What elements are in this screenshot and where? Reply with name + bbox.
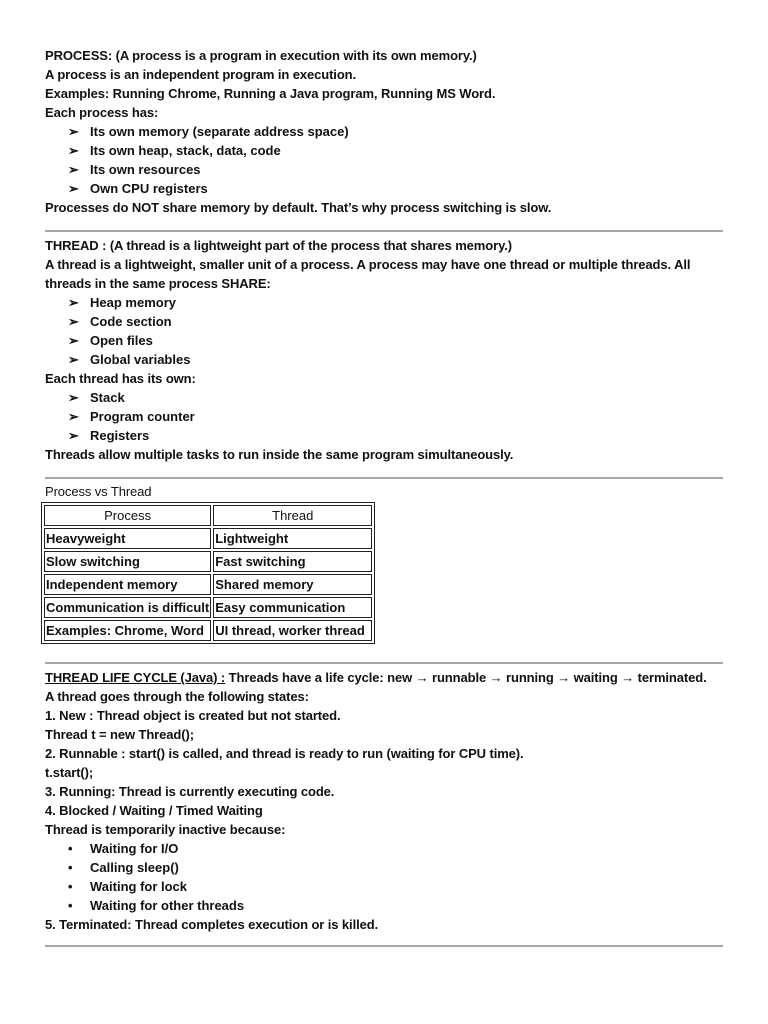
lifecycle-line: t.start(); bbox=[45, 765, 94, 780]
arrow-bullet-icon: ➢ bbox=[68, 143, 79, 158]
lifecycle-line: 4. Blocked / Waiting / Timed Waiting bbox=[45, 803, 263, 818]
process-bullet: Its own resources bbox=[90, 162, 201, 177]
thread-shared-bullet: Heap memory bbox=[90, 295, 176, 310]
arrow-bullet-icon: ➢ bbox=[68, 181, 79, 196]
lifecycle-line: A thread goes through the following states: bbox=[45, 689, 309, 704]
thread-heading: THREAD : (A thread is a lightweight part of the process that shares memory.) bbox=[45, 238, 512, 253]
thread-shared-bullet: Open files bbox=[90, 333, 153, 348]
table-header-row bbox=[44, 505, 372, 526]
process-line: Examples: Running Chrome, Running a Java program, Running MS Word. bbox=[45, 86, 496, 101]
lifecycle-bullet: Waiting for I/O bbox=[90, 841, 179, 856]
process-bullet: Its own memory (separate address space) bbox=[90, 124, 349, 139]
section-divider bbox=[45, 477, 723, 479]
arrow-bullet-icon: ➢ bbox=[68, 409, 79, 424]
lifecycle-bullet: Waiting for other threads bbox=[90, 898, 245, 913]
lifecycle-bullet: Calling sleep() bbox=[90, 860, 179, 875]
lifecycle-closing: 5. Terminated: Thread completes execution or is killed. bbox=[45, 917, 379, 932]
thread-closing: Threads allow multiple tasks to run inside the same program simultaneously. bbox=[45, 447, 514, 462]
dot-bullet-icon: • bbox=[68, 879, 73, 894]
dot-bullet-icon: • bbox=[68, 841, 73, 856]
table-header-cell: Thread bbox=[213, 505, 372, 526]
process-line: Each process has: bbox=[45, 105, 159, 120]
lifecycle-line: 3. Running: Thread is currently executing code. bbox=[45, 784, 335, 799]
process-line: A process is an independent program in execution. bbox=[45, 67, 357, 82]
arrow-bullet-icon: ➢ bbox=[68, 333, 79, 348]
arrow-bullet-icon: ➢ bbox=[68, 314, 79, 329]
arrow-bullet-icon: ➢ bbox=[68, 162, 79, 177]
table-row bbox=[44, 528, 372, 549]
lifecycle-line: 1. New : Thread object is created but not started. bbox=[45, 708, 341, 723]
lifecycle-line: Thread t = new Thread(); bbox=[45, 727, 194, 742]
table-cell: Fast switching bbox=[213, 551, 372, 572]
thread-own-label: Each thread has its own: bbox=[45, 371, 196, 386]
lifecycle-heading-label: THREAD LIFE CYCLE (Java) : bbox=[45, 670, 226, 685]
arrow-bullet-icon: ➢ bbox=[68, 295, 79, 310]
lifecycle-heading bbox=[45, 668, 707, 687]
section-divider bbox=[45, 945, 723, 947]
thread-own-bullet: Stack bbox=[90, 390, 125, 405]
comparison-table bbox=[41, 502, 375, 644]
table-row bbox=[44, 620, 372, 641]
lifecycle-bullet: Waiting for lock bbox=[90, 879, 188, 894]
thread-line: A thread is a lightweight, smaller unit of a process. A process may have one thread or multiple threads. All bbox=[45, 257, 691, 272]
section-divider bbox=[45, 230, 723, 232]
lifecycle-line: 2. Runnable : start() is called, and thread is ready to run (waiting for CPU time). bbox=[45, 746, 524, 761]
table-cell: Communication is difficult bbox=[44, 597, 211, 618]
table-cell: Shared memory bbox=[213, 574, 372, 595]
table-cell: Slow switching bbox=[44, 551, 211, 572]
lifecycle-line: Thread is temporarily inactive because: bbox=[45, 822, 286, 837]
process-bullet: Its own heap, stack, data, code bbox=[90, 143, 281, 158]
arrow-bullet-icon: ➢ bbox=[68, 124, 79, 139]
thread-line: threads in the same process SHARE: bbox=[45, 276, 271, 291]
arrow-bullet-icon: ➢ bbox=[68, 428, 79, 443]
table-row bbox=[44, 574, 372, 595]
dot-bullet-icon: • bbox=[68, 860, 73, 875]
arrow-bullet-icon: ➢ bbox=[68, 352, 79, 367]
process-bullet: Own CPU registers bbox=[90, 181, 208, 196]
table-cell: Heavyweight bbox=[44, 528, 211, 549]
process-heading: PROCESS: (A process is a program in execution with its own memory.) bbox=[45, 48, 477, 63]
table-cell: Examples: Chrome, Word bbox=[44, 620, 211, 641]
dot-bullet-icon: • bbox=[68, 898, 73, 913]
thread-own-bullet: Program counter bbox=[90, 409, 195, 424]
lifecycle-heading-text: Threads have a life cycle: new → runnable → running → waiting → terminated. bbox=[225, 670, 707, 685]
arrow-bullet-icon: ➢ bbox=[68, 390, 79, 405]
comparison-title: Process vs Thread bbox=[45, 484, 152, 499]
thread-shared-bullet: Global variables bbox=[90, 352, 191, 367]
table-cell: UI thread, worker thread bbox=[213, 620, 372, 641]
table-cell: Independent memory bbox=[44, 574, 211, 595]
process-closing: Processes do NOT share memory by default. That’s why process switching is slow. bbox=[45, 200, 552, 215]
thread-shared-bullet: Code section bbox=[90, 314, 172, 329]
table-cell: Easy communication bbox=[213, 597, 372, 618]
table-row bbox=[44, 597, 372, 618]
table-cell: Lightweight bbox=[213, 528, 372, 549]
table-row bbox=[44, 551, 372, 572]
section-divider bbox=[45, 662, 723, 664]
thread-own-bullet: Registers bbox=[90, 428, 150, 443]
table-header-cell: Process bbox=[44, 505, 211, 526]
